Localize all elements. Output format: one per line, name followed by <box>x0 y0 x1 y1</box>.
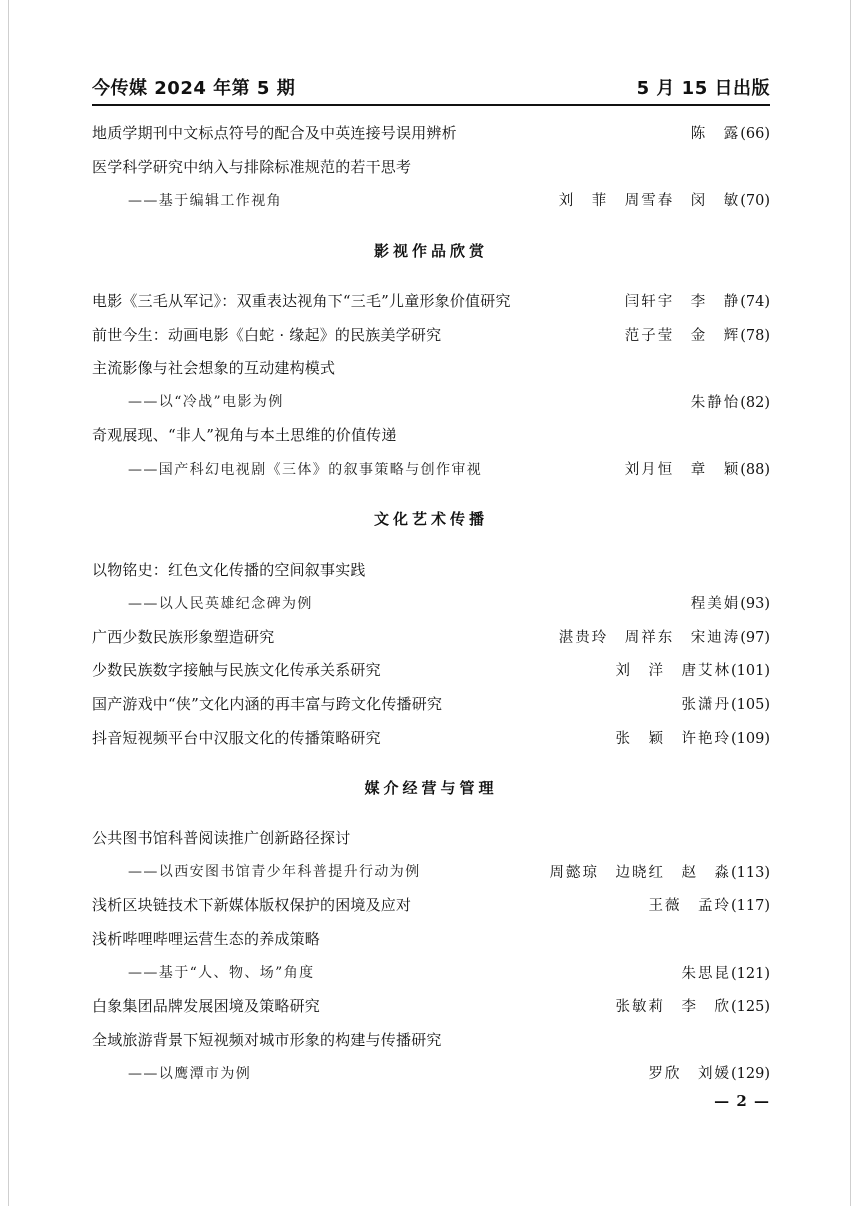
toc-subtitle-row <box>92 586 770 620</box>
article-title: 白象集团品牌发展困境及策略研究 <box>92 997 321 1016</box>
article-authors: 张敏莉 李 欣 <box>615 999 731 1016</box>
article-subtitle: ——以“冷战”电影为例 <box>128 394 284 411</box>
author-block <box>616 995 771 1016</box>
article-page: (125) <box>731 999 770 1016</box>
author-block <box>625 290 770 311</box>
article-page: (109) <box>731 730 770 747</box>
article-title: 国产游戏中“侠”文化内涵的再丰富与跨文化传播研究 <box>92 695 443 714</box>
article-authors: 刘月恒 章 颖 <box>624 462 741 479</box>
article-authors: 张 颖 许艳玲 <box>615 730 731 747</box>
journal-issue: 今传媒 2024 年第 5 期 <box>92 78 296 99</box>
toc-entry-row <box>92 653 770 687</box>
author-block <box>616 727 771 748</box>
article-subtitle: ——基于“人、物、场”角度 <box>128 965 315 982</box>
toc-subtitle-row <box>92 955 770 989</box>
article-authors: 朱思昆 <box>681 965 731 982</box>
article-authors: 湛贵玲 周祥东 宋迪涛 <box>558 629 741 646</box>
section-heading: 影视作品欣赏 <box>373 241 488 260</box>
article-page: (105) <box>731 697 770 714</box>
toc-subtitle-row <box>92 1056 770 1090</box>
article-authors: 程美娟 <box>690 596 741 613</box>
article-authors: 刘 洋 唐艾林 <box>615 663 731 680</box>
page-number: — 2 — <box>714 1092 770 1110</box>
article-title: 前世今生：动画电影《白蛇 · 缘起》的民族美学研究 <box>92 325 442 344</box>
article-title: 医学科学研究中纳入与排除标准规范的若干思考 <box>92 157 412 176</box>
article-title: 以物铭史：红色文化传播的空间叙事实践 <box>92 560 366 579</box>
author-block <box>559 189 770 210</box>
article-title: 广西少数民族形象塑造研究 <box>92 627 275 646</box>
article-page: (121) <box>731 965 770 982</box>
article-page: (82) <box>740 394 770 411</box>
author-block <box>691 391 770 412</box>
author-block <box>682 962 771 983</box>
toc-entry-row <box>92 116 770 150</box>
page-right-border <box>850 0 851 1206</box>
toc-subtitle-row <box>92 183 770 217</box>
toc-entry-row <box>92 284 770 318</box>
article-page: (101) <box>731 663 770 680</box>
article-title: 电影《三毛从军记》：双重表达视角下“三毛”儿童形象价值研究 <box>92 292 511 311</box>
article-subtitle: ——以鹰潭市为例 <box>128 1065 252 1082</box>
toc-entry-row <box>92 989 770 1023</box>
author-block <box>559 626 770 647</box>
article-page: (66) <box>740 126 770 143</box>
article-authors: 闫轩宇 李 静 <box>624 294 741 311</box>
article-authors: 王薇 孟玲 <box>648 898 731 915</box>
toc-entry-row <box>92 687 770 721</box>
toc-entry-row <box>92 351 770 385</box>
toc-entry-row <box>92 720 770 754</box>
article-title: 地质学期刊中文标点符号的配合及中英连接号误用辨析 <box>92 124 457 143</box>
article-title: 浅析哔哩哔哩运营生态的养成策略 <box>92 929 321 948</box>
toc-entry-row <box>92 150 770 184</box>
article-authors: 陈 露 <box>690 126 741 143</box>
toc-entry-row <box>92 888 770 922</box>
author-block <box>616 659 771 680</box>
article-page: (93) <box>740 596 770 613</box>
article-subtitle: ——以西安图书馆青少年科普提升行动为例 <box>128 864 421 881</box>
article-title: 浅析区块链技术下新媒体版权保护的困境及应对 <box>92 896 412 915</box>
toc-entry-row <box>92 317 770 351</box>
article-authors: 范子莹 金 辉 <box>624 327 741 344</box>
publish-date: 5 月 15 日出版 <box>636 78 770 99</box>
author-block <box>625 458 770 479</box>
toc-entry-row <box>92 552 770 586</box>
author-block <box>550 861 771 882</box>
article-page: (117) <box>731 898 770 915</box>
section-heading: 媒介经营与管理 <box>364 778 498 797</box>
author-block <box>691 122 770 143</box>
article-subtitle: ——以人民英雄纪念碑为例 <box>128 595 313 612</box>
toc-subtitle-row <box>92 452 770 486</box>
article-title: 抖音短视频平台中汉服文化的传播策略研究 <box>92 728 381 747</box>
article-authors: 朱静怡 <box>690 394 741 411</box>
article-title: 奇观展现、“非人”视角与本土思维的价值传递 <box>92 426 397 445</box>
author-block <box>625 324 770 345</box>
article-authors: 张潇丹 <box>681 697 731 714</box>
toc-entry-row <box>92 1022 770 1056</box>
author-block <box>682 693 771 714</box>
article-page: (88) <box>740 462 770 479</box>
article-title: 公共图书馆科普阅读推广创新路径探讨 <box>92 829 351 848</box>
header-rule <box>92 104 770 106</box>
article-title: 主流影像与社会想象的互动建构模式 <box>92 359 336 378</box>
toc-subtitle-row <box>92 855 770 889</box>
article-subtitle: ——基于编辑工作视角 <box>128 192 282 209</box>
article-authors: 罗欣 刘媛 <box>648 1066 731 1083</box>
article-page: (74) <box>740 294 770 311</box>
author-block <box>691 592 770 613</box>
article-page: (129) <box>731 1066 770 1083</box>
article-page: (70) <box>740 193 770 210</box>
article-title: 全域旅游背景下短视频对城市形象的构建与传播研究 <box>92 1030 442 1049</box>
article-page: (113) <box>731 864 770 881</box>
article-authors: 刘 菲 周雪春 闵 敏 <box>558 193 741 210</box>
page-left-border <box>8 0 9 1206</box>
article-page: (78) <box>740 327 770 344</box>
table-of-contents <box>92 116 770 1090</box>
running-header <box>92 74 770 100</box>
article-authors: 周懿琼 边晓红 赵 淼 <box>549 864 731 881</box>
section-heading: 文化艺术传播 <box>373 510 488 529</box>
author-block <box>649 1062 771 1083</box>
toc-entry-row <box>92 821 770 855</box>
toc-entry-row <box>92 620 770 654</box>
toc-subtitle-row <box>92 385 770 419</box>
article-subtitle: ——国产科幻电视剧《三体》的叙事策略与创作审视 <box>128 461 483 478</box>
toc-entry-row <box>92 922 770 956</box>
author-block <box>649 894 771 915</box>
article-title: 少数民族数字接触与民族文化传承关系研究 <box>92 661 381 680</box>
toc-entry-row <box>92 418 770 452</box>
article-page: (97) <box>740 629 770 646</box>
